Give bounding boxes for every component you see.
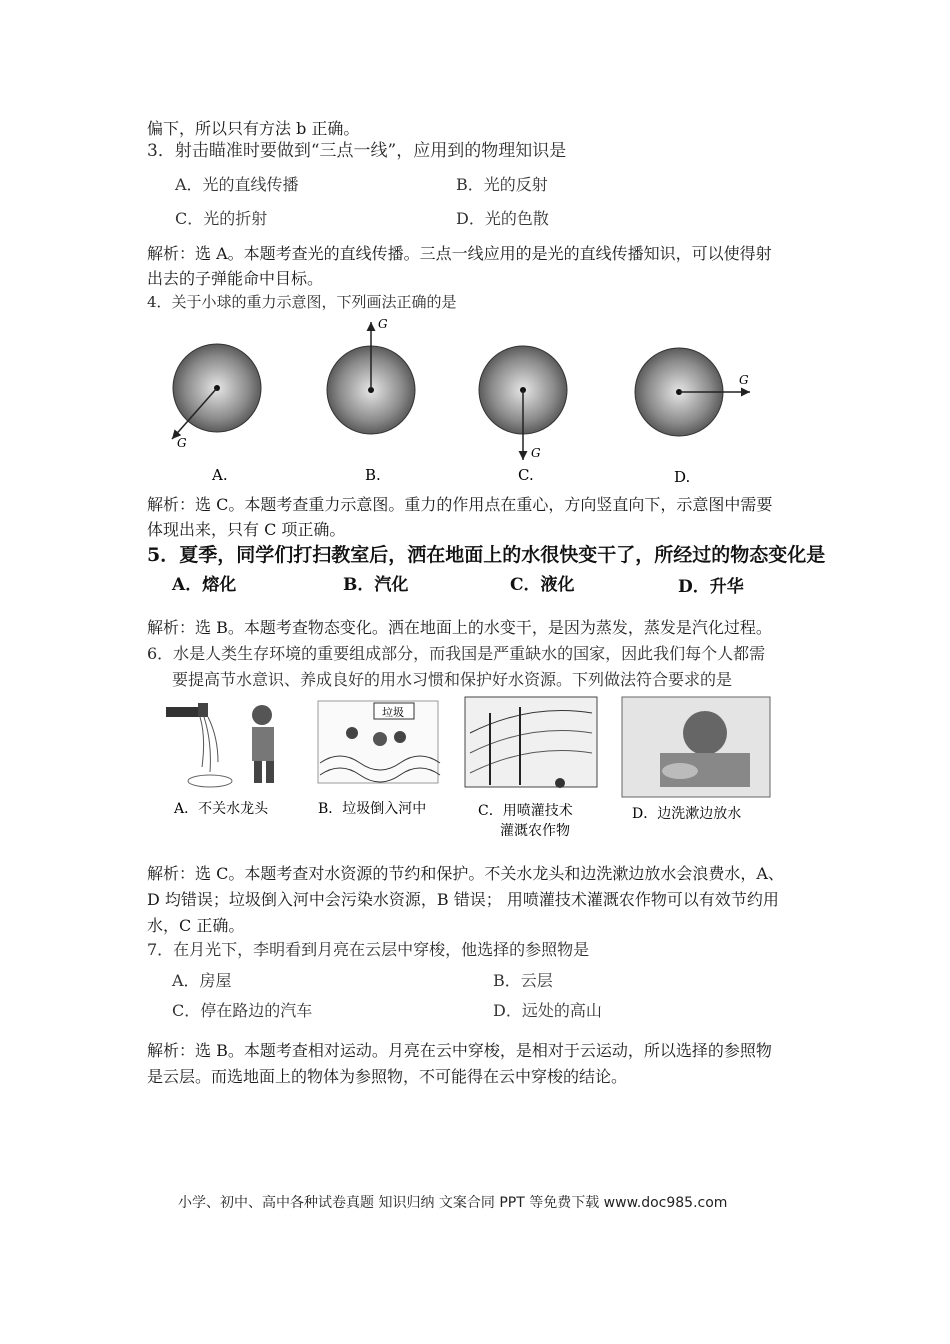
question-7-stem: 7．在月光下，李明看到月亮在云层中穿梭，他选择的参照物是 xyxy=(147,940,590,959)
ball-a-force-label: G xyxy=(177,436,187,450)
question-6-stem-line1: 6．水是人类生存环境的重要组成部分，而我国是严重缺水的国家，因此我们每个人都需 xyxy=(147,644,766,663)
top-line: 偏下，所以只有方法 b 正确。 xyxy=(147,119,360,138)
picture-d-washing xyxy=(622,697,770,797)
q5-option-c: C．液化 xyxy=(510,575,575,595)
ball-b-diagram xyxy=(327,317,415,434)
q5-option-b: B．汽化 xyxy=(343,575,409,595)
picture-c-sprinkler xyxy=(465,697,597,788)
q5-option-d: D．升华 xyxy=(678,577,744,597)
ball-b-force-label: G xyxy=(378,317,388,331)
q7-option-a: A．房屋 xyxy=(172,971,232,990)
q4-caption-b: B. xyxy=(365,466,381,484)
q6-analysis-line1: 解析：选 C。本题考查对水资源的节约和保护。不关水龙头和边洗漱边放水会浪费水，A、 xyxy=(147,864,784,883)
q3-option-b: B．光的反射 xyxy=(456,175,548,194)
q5-analysis: 解析：选 B。本题考查物态变化。洒在地面上的水变干，是因为蒸发，蒸发是汽化过程。 xyxy=(147,618,772,637)
question-4-stem: 4．关于小球的重力示意图，下列画法正确的是 xyxy=(147,293,457,311)
q3-option-d: D．光的色散 xyxy=(456,209,549,228)
ball-c-force-label: G xyxy=(531,446,541,460)
q3-option-c: C．光的折射 xyxy=(175,209,268,228)
ball-d-force-label: G xyxy=(739,373,749,387)
q7-option-b: B．云层 xyxy=(493,971,553,990)
picture-a-faucet xyxy=(166,703,274,787)
ball-d-diagram xyxy=(635,348,750,436)
garbage-sign-label: 垃圾 xyxy=(382,706,404,719)
q6-caption-c: C．用喷灌技术 xyxy=(478,803,573,819)
question-3-stem: 3．射击瞄准时要做到“三点一线”，应用到的物理知识是 xyxy=(147,141,567,161)
q4-caption-d: D. xyxy=(674,468,691,486)
ball-a-diagram xyxy=(172,344,261,450)
water-usage-pictures xyxy=(160,693,780,848)
q7-option-d: D．远处的高山 xyxy=(493,1001,602,1020)
q3-option-a: A．光的直线传播 xyxy=(175,175,299,194)
q6-caption-b: B．垃圾倒入河中 xyxy=(318,801,427,817)
picture-b-garbage xyxy=(318,701,440,783)
q7-analysis-line1: 解析：选 B。本题考查相对运动。月亮在云中穿梭，是相对于云运动，所以选择的参照物 xyxy=(147,1041,772,1060)
q6-analysis-line2: D 均错误；垃圾倒入河中会污染水资源，B 错误； 用喷灌技术灌溉农作物可以有效节约用 xyxy=(147,890,779,909)
gravity-diagrams xyxy=(150,312,790,492)
q6-analysis-line3: 水，C 正确。 xyxy=(147,916,245,935)
q6-caption-d: D．边洗漱边放水 xyxy=(632,806,742,822)
question-5-stem: 5．夏季，同学们打扫教室后，洒在地面上的水很快变干了，所经过的物态变化是 xyxy=(147,544,826,566)
question-6-stem-line2: 要提高节水意识、养成良好的用水习惯和保护好水资源。下列做法符合要求的是 xyxy=(172,670,733,689)
page-footer: 小学、初中、高中各种试卷真题 知识归纳 文案合同 PPT 等免费下载 www.doc985.com xyxy=(178,1195,728,1211)
q4-analysis-line1: 解析：选 C。本题考查重力示意图。重力的作用点在重心，方向竖直向下，示意图中需要 xyxy=(147,495,773,514)
q6-caption-a: A．不关水龙头 xyxy=(174,801,269,817)
q7-option-c: C．停在路边的汽车 xyxy=(172,1001,313,1020)
q5-option-a: A．熔化 xyxy=(172,575,237,595)
q7-analysis-line2: 是云层。而选地面上的物体为参照物，不可能得在云中穿梭的结论。 xyxy=(147,1067,628,1086)
ball-c-diagram xyxy=(479,346,567,460)
q3-analysis-line2: 出去的子弹能命中目标。 xyxy=(147,269,324,288)
q4-caption-a: A. xyxy=(212,466,228,484)
q3-analysis-line1: 解析：选 A。本题考查光的直线传播。三点一线应用的是光的直线传播知识，可以使得射 xyxy=(147,244,772,263)
q4-caption-c: C. xyxy=(518,466,534,484)
q6-caption-c-line2: 灌溉农作物 xyxy=(500,823,570,839)
q4-analysis-line2: 体现出来，只有 C 项正确。 xyxy=(147,520,346,539)
